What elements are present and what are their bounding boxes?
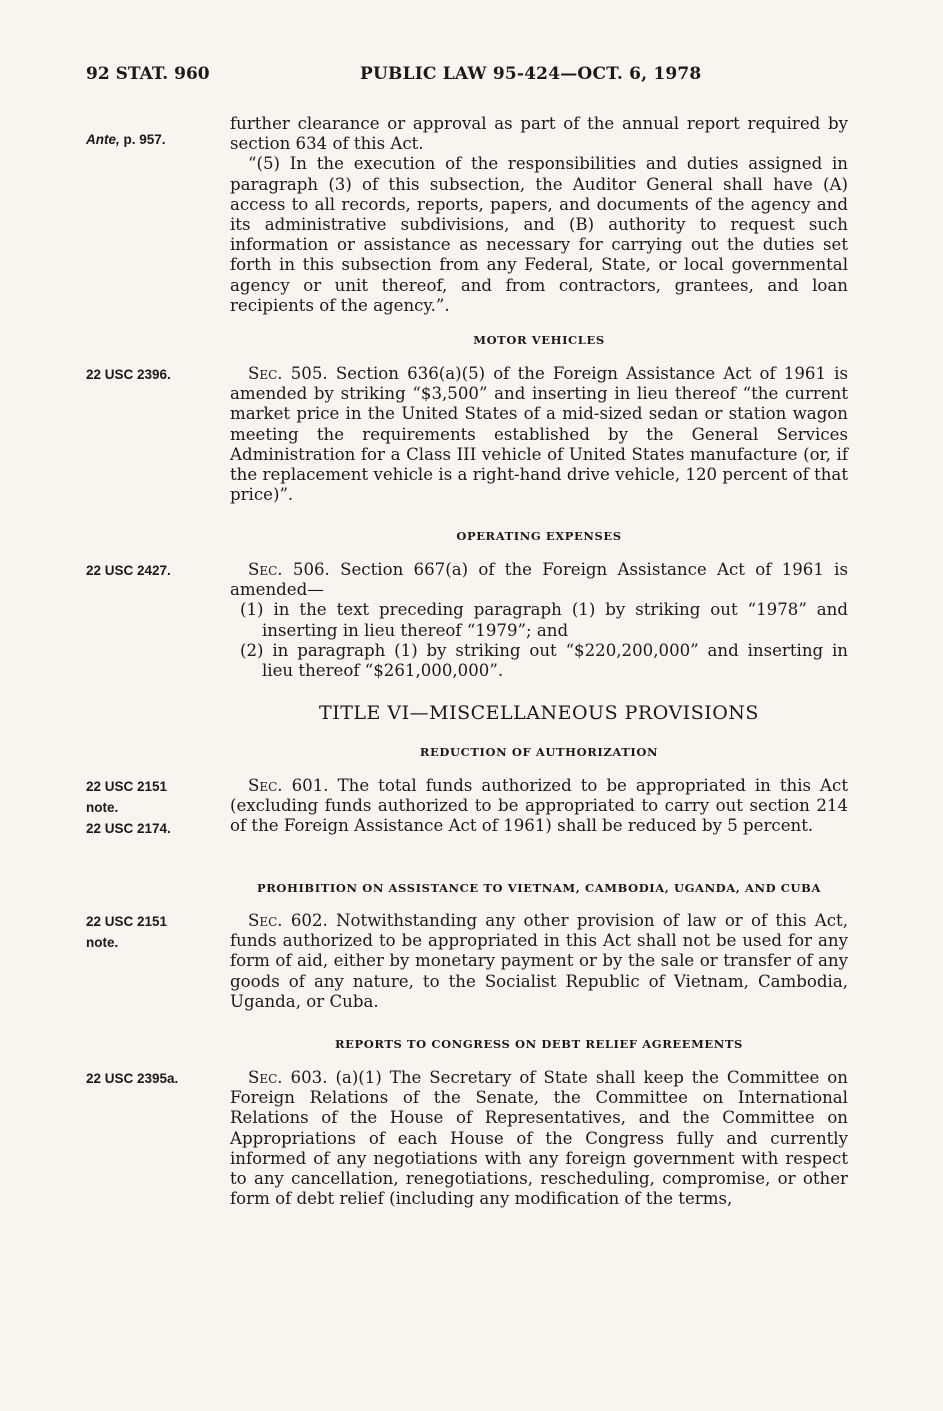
heading-prohibition-on-assistance: PROHIBITION ON ASSISTANCE TO VIETNAM, CAMBODIA, UGANDA, AND CUBA bbox=[256, 881, 822, 895]
section-506-item-2: (2) in paragraph (1) by striking out “$220,200,000” and inserting in lieu thereof “$261,000,000”. bbox=[240, 640, 848, 681]
margin-note-2427: 22 USC 2427. bbox=[86, 563, 171, 578]
intro-paragraph-2: “(5) In the execution of the responsibilities and duties assigned in paragraph (3) of this subsection, the Auditor General shall have (A) access to all records, reports, papers, and documents of the agency and its administrative subdivisions, and (B) authority to request such information or assistance as necessary for carrying out the duties set forth in this subsection from any Federal, State, or local governmental agency or unit thereof, and from contractors, grantees, and loan recipients of the agency.”. bbox=[230, 154, 848, 315]
section-506-item-1: (1) in the text preceding paragraph (1) by striking out “1978” and inserting in lieu thereof “1979”; and bbox=[240, 600, 848, 640]
section-603 bbox=[230, 1068, 848, 1209]
section-506-text: 506. Section 667(a) of the Foreign Assistance Act of 1961 is amended— bbox=[230, 560, 848, 600]
margin-note-2151-a-cite: 22 USC 2151 bbox=[86, 779, 168, 794]
section-601-text: 601. The total funds authorized to be appropriated in this Act (excluding funds authorized to be appropriated to carry out section 214 of the Foreign Assistance Act of 1961) shall be reduced by 5 percent. bbox=[230, 776, 848, 836]
heading-motor-vehicles: MOTOR VEHICLES bbox=[473, 333, 605, 347]
margin-note-ante-page: p. 957. bbox=[119, 132, 166, 147]
intro-block bbox=[230, 114, 848, 316]
section-602 bbox=[230, 911, 848, 1012]
statute-page-number: 92 STAT. 960 bbox=[86, 64, 210, 84]
section-601 bbox=[230, 776, 848, 837]
margin-note-ante bbox=[86, 129, 216, 150]
margin-note-2395a: 22 USC 2395a. bbox=[86, 1071, 179, 1086]
section-506 bbox=[230, 560, 848, 681]
margin-note-2396: 22 USC 2396. bbox=[86, 367, 171, 382]
section-602-label: Sec. bbox=[248, 911, 283, 930]
margin-note-2151-b bbox=[86, 911, 216, 953]
margin-note-2174: 22 USC 2174. bbox=[86, 821, 171, 836]
margin-note-2151-b-note: note. bbox=[86, 935, 119, 950]
margin-note-2151-a bbox=[86, 776, 216, 839]
section-506-label: Sec. bbox=[248, 560, 283, 579]
page-header bbox=[86, 64, 847, 90]
section-603-text: 603. (a)(1) The Secretary of State shall keep the Committee on Foreign Relations of the Senate, the Committee on International Relations of the House of Representatives, and the Committee on Appropriations of each House of the Congress fully and currently informed of any negotiations with any foreign government with respect to any cancellation, renegotiations, rescheduling, compromise, or other form of debt relief (including any modification of the terms, bbox=[230, 1068, 848, 1209]
section-505-label: Sec. bbox=[248, 364, 283, 383]
intro-paragraph-1: further clearance or approval as part of the annual report required by section 634 of this Act. bbox=[230, 114, 848, 154]
heading-reports-to-congress: REPORTS TO CONGRESS ON DEBT RELIEF AGREEMENTS bbox=[335, 1037, 743, 1051]
section-602-text: 602. Notwithstanding any other provision of law or of this Act, funds authorized to be appropriated in this Act shall not be used for any form of aid, either by monetary payment or by the sale or transfer of any goods of any nature, to the Socialist Republic of Vietnam, Cambodia, Uganda, or Cuba. bbox=[230, 911, 848, 1011]
section-505-text: 505. Section 636(a)(5) of the Foreign Assistance Act of 1961 is amended by striking “$3,500” and inserting in lieu thereof “the current market price in the United States of a mid-sized sedan or station wagon meeting the requirements established by the General Services Administration for a Class III vehicle of United States manufacture (or, if the replacement vehicle is a right-hand drive vehicle, 120 percent of that price)”. bbox=[230, 364, 848, 505]
section-506-intro bbox=[230, 560, 848, 600]
section-601-label: Sec. bbox=[248, 776, 283, 795]
margin-note-ante-italic: Ante, bbox=[86, 132, 120, 147]
title-vi-heading: TITLE VI—MISCELLANEOUS PROVISIONS bbox=[319, 702, 759, 724]
heading-operating-expenses: OPERATING EXPENSES bbox=[456, 529, 622, 543]
section-603-label: Sec. bbox=[248, 1068, 283, 1087]
margin-note-2151-a-note: note. bbox=[86, 800, 119, 815]
margin-note-2151-b-cite: 22 USC 2151 bbox=[86, 914, 168, 929]
section-505 bbox=[230, 364, 848, 505]
heading-reduction-of-authorization: REDUCTION OF AUTHORIZATION bbox=[419, 745, 659, 759]
public-law-citation: PUBLIC LAW 95-424—OCT. 6, 1978 bbox=[360, 64, 702, 84]
